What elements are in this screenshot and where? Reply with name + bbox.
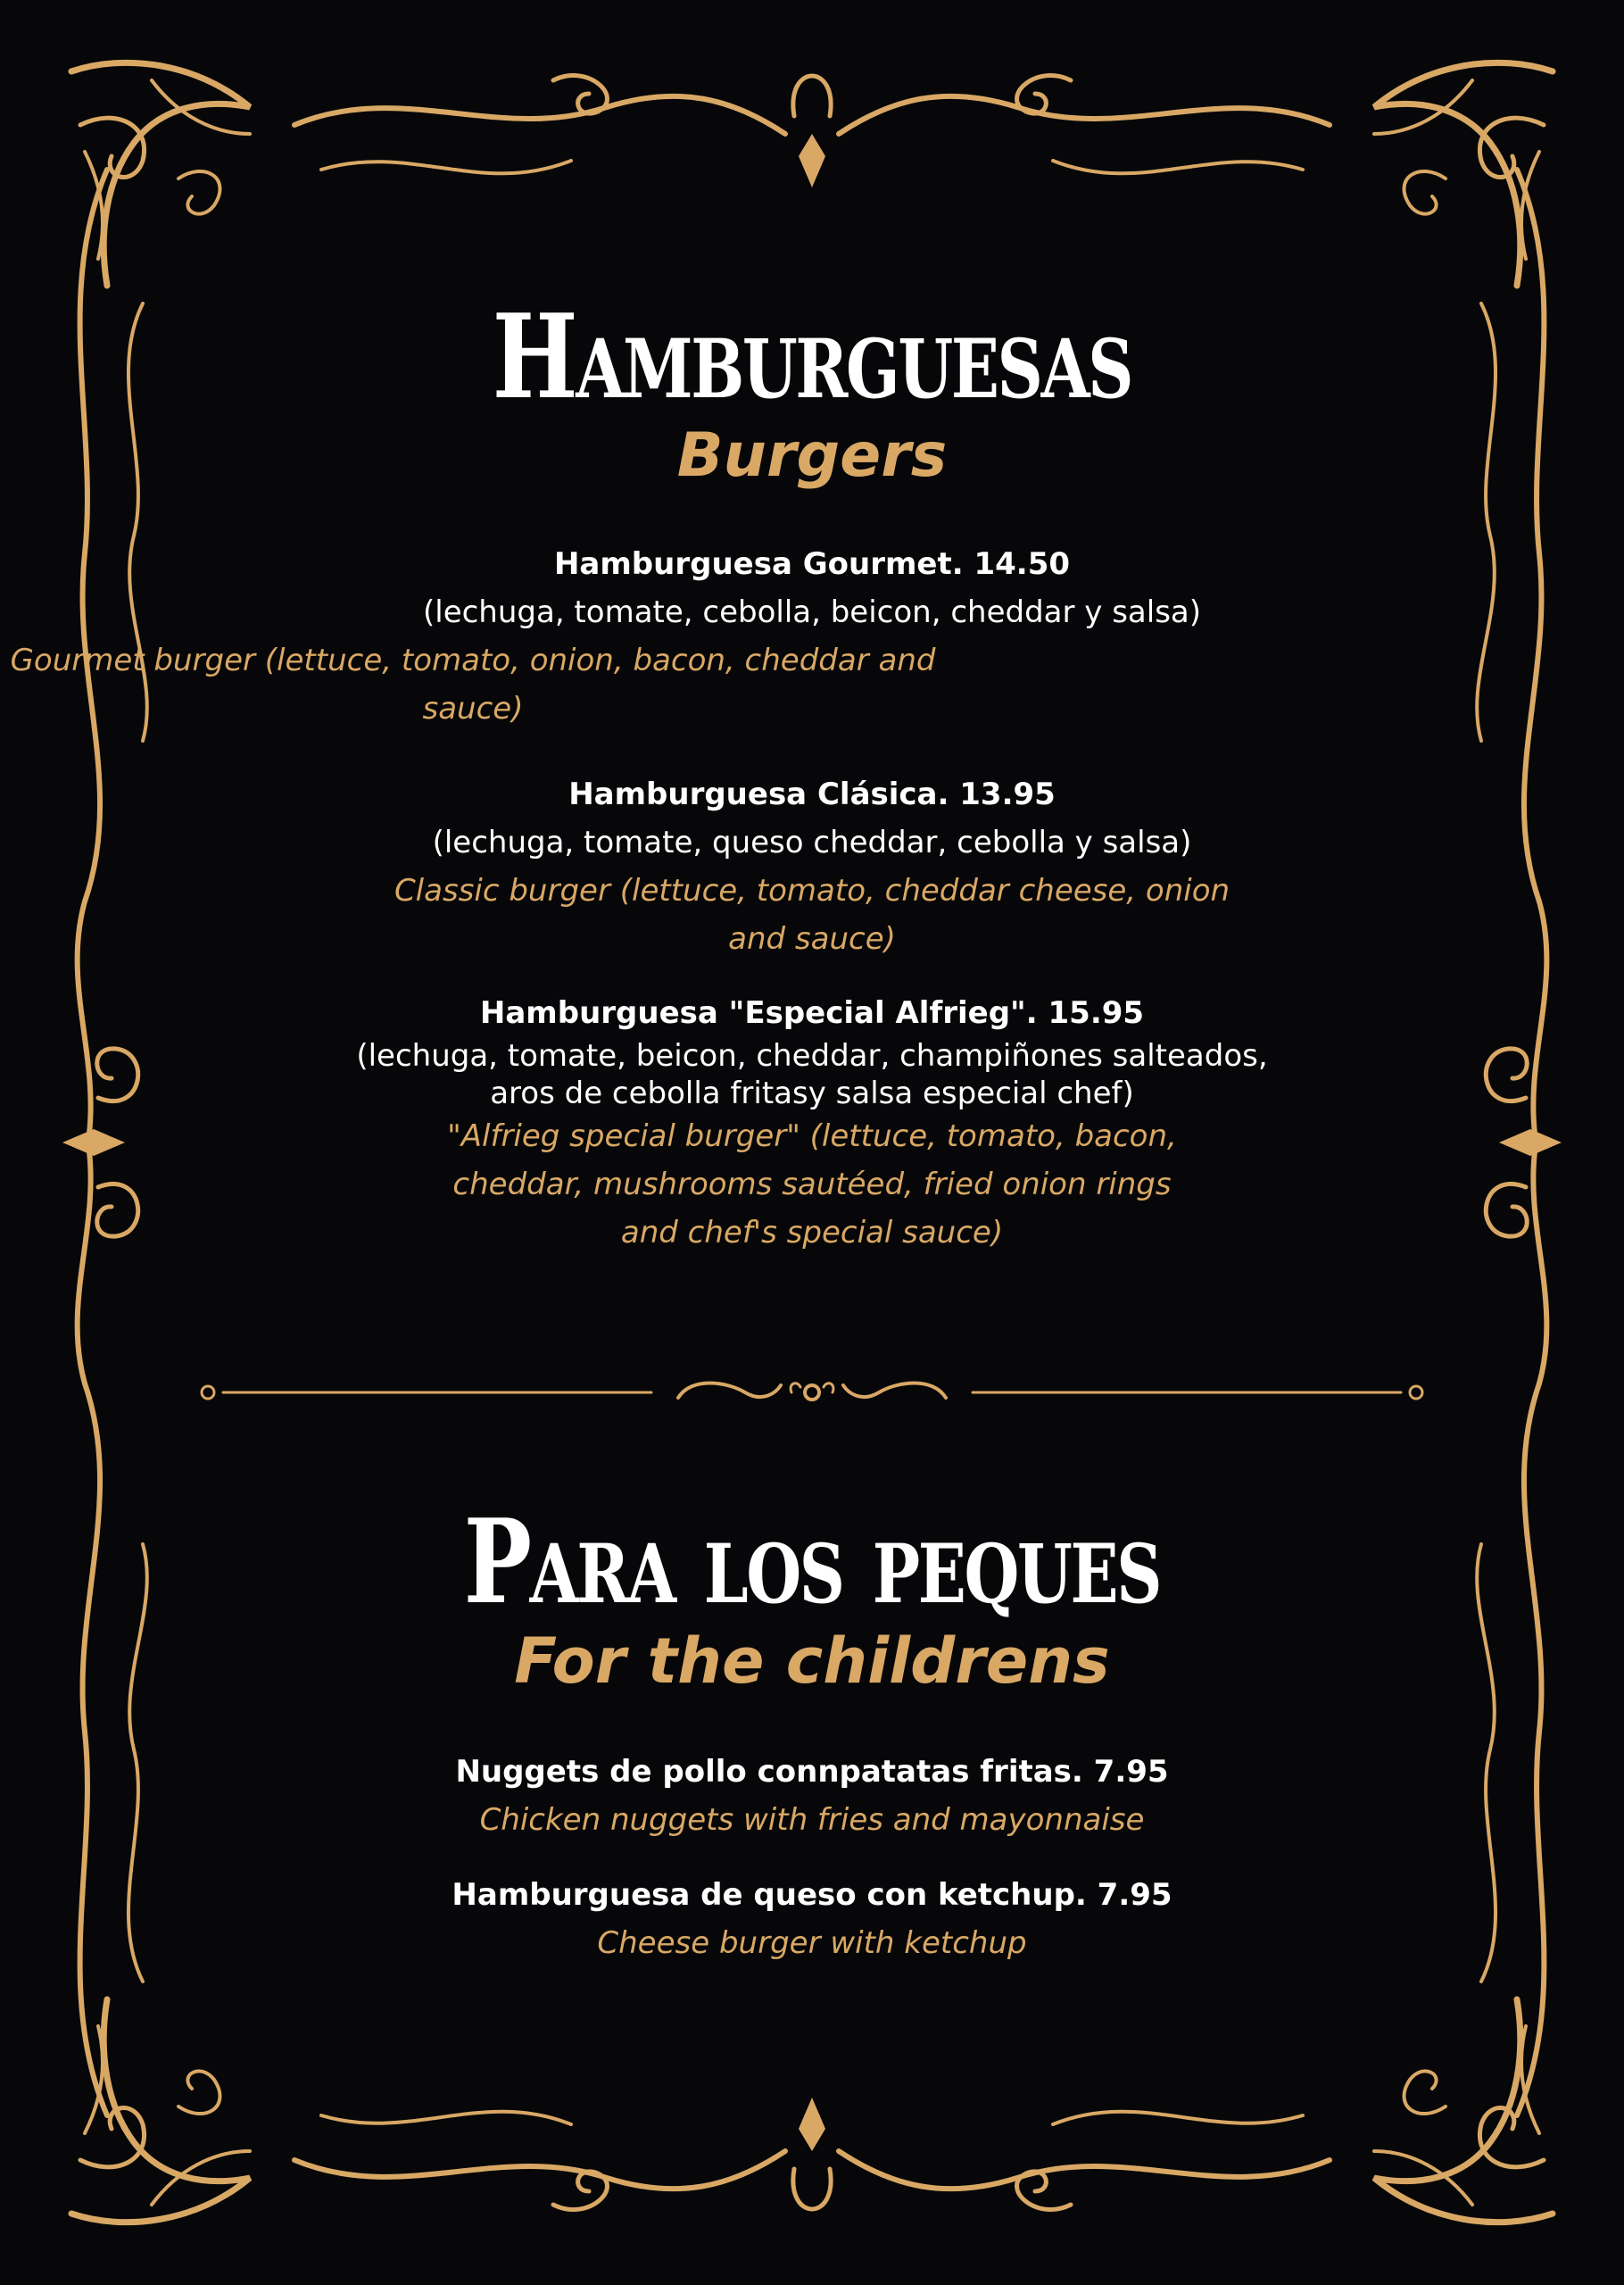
menu-item-gourmet — [0, 540, 1624, 733]
item-description-es: (lechuga, tomate, queso cheddar, cebolla y salsa) — [432, 825, 1192, 860]
item-description-en-line2: cheddar, mushrooms sautéed, fried onion rings — [452, 1167, 1172, 1202]
menu-item-clasica — [0, 770, 1624, 963]
item-description-en-line1: "Alfrieg special burger" (lettuce, tomato, bacon, — [447, 1118, 1177, 1154]
item-name: Hamburguesa Clásica. 13.95 — [568, 777, 1056, 812]
menu-item-nuggets — [0, 1748, 1624, 1844]
section-subtitle-burgers: Burgers — [676, 420, 948, 491]
item-name: Hamburguesa Gourmet. 14.50 — [553, 546, 1071, 582]
section-title-kids: Para los peques — [463, 1493, 1161, 1630]
menu-item-especial — [0, 989, 1624, 1257]
item-description-en: Gourmet burger (lettuce, tomato, onion, bacon, cheddar and sauce) — [10, 643, 936, 727]
item-description-es-line2: aros de cebolla fritasy salsa especial chef) — [490, 1076, 1134, 1111]
menu-item-cheeseburger — [0, 1871, 1624, 1967]
item-name: Hamburguesa de queso con ketchup. 7.95 — [452, 1877, 1172, 1913]
item-description-en-line3: and chef's special sauce) — [620, 1215, 1004, 1251]
item-description-en: Chicken nuggets with fries and mayonnaise — [479, 1802, 1145, 1838]
item-description-en: Classic burger (lettuce, tomato, cheddar cheese, onion and sauce) — [394, 873, 1230, 957]
item-description-es: (lechuga, tomate, cebolla, beicon, cheddar y salsa) — [422, 594, 1202, 630]
item-name: Nuggets de pollo connpatatas fritas. 7.95 — [455, 1754, 1169, 1790]
item-description-es-line1: (lechuga, tomate, beicon, cheddar, champiñones salteados, — [356, 1038, 1268, 1074]
item-description-en: Cheese burger with ketchup — [597, 1925, 1027, 1961]
section-subtitle-kids: For the childrens — [514, 1624, 1110, 1698]
item-name: Hamburguesa "Especial Alfrieg". 15.95 — [479, 995, 1145, 1031]
section-title-burgers: Hamburguesas — [492, 288, 1132, 425]
